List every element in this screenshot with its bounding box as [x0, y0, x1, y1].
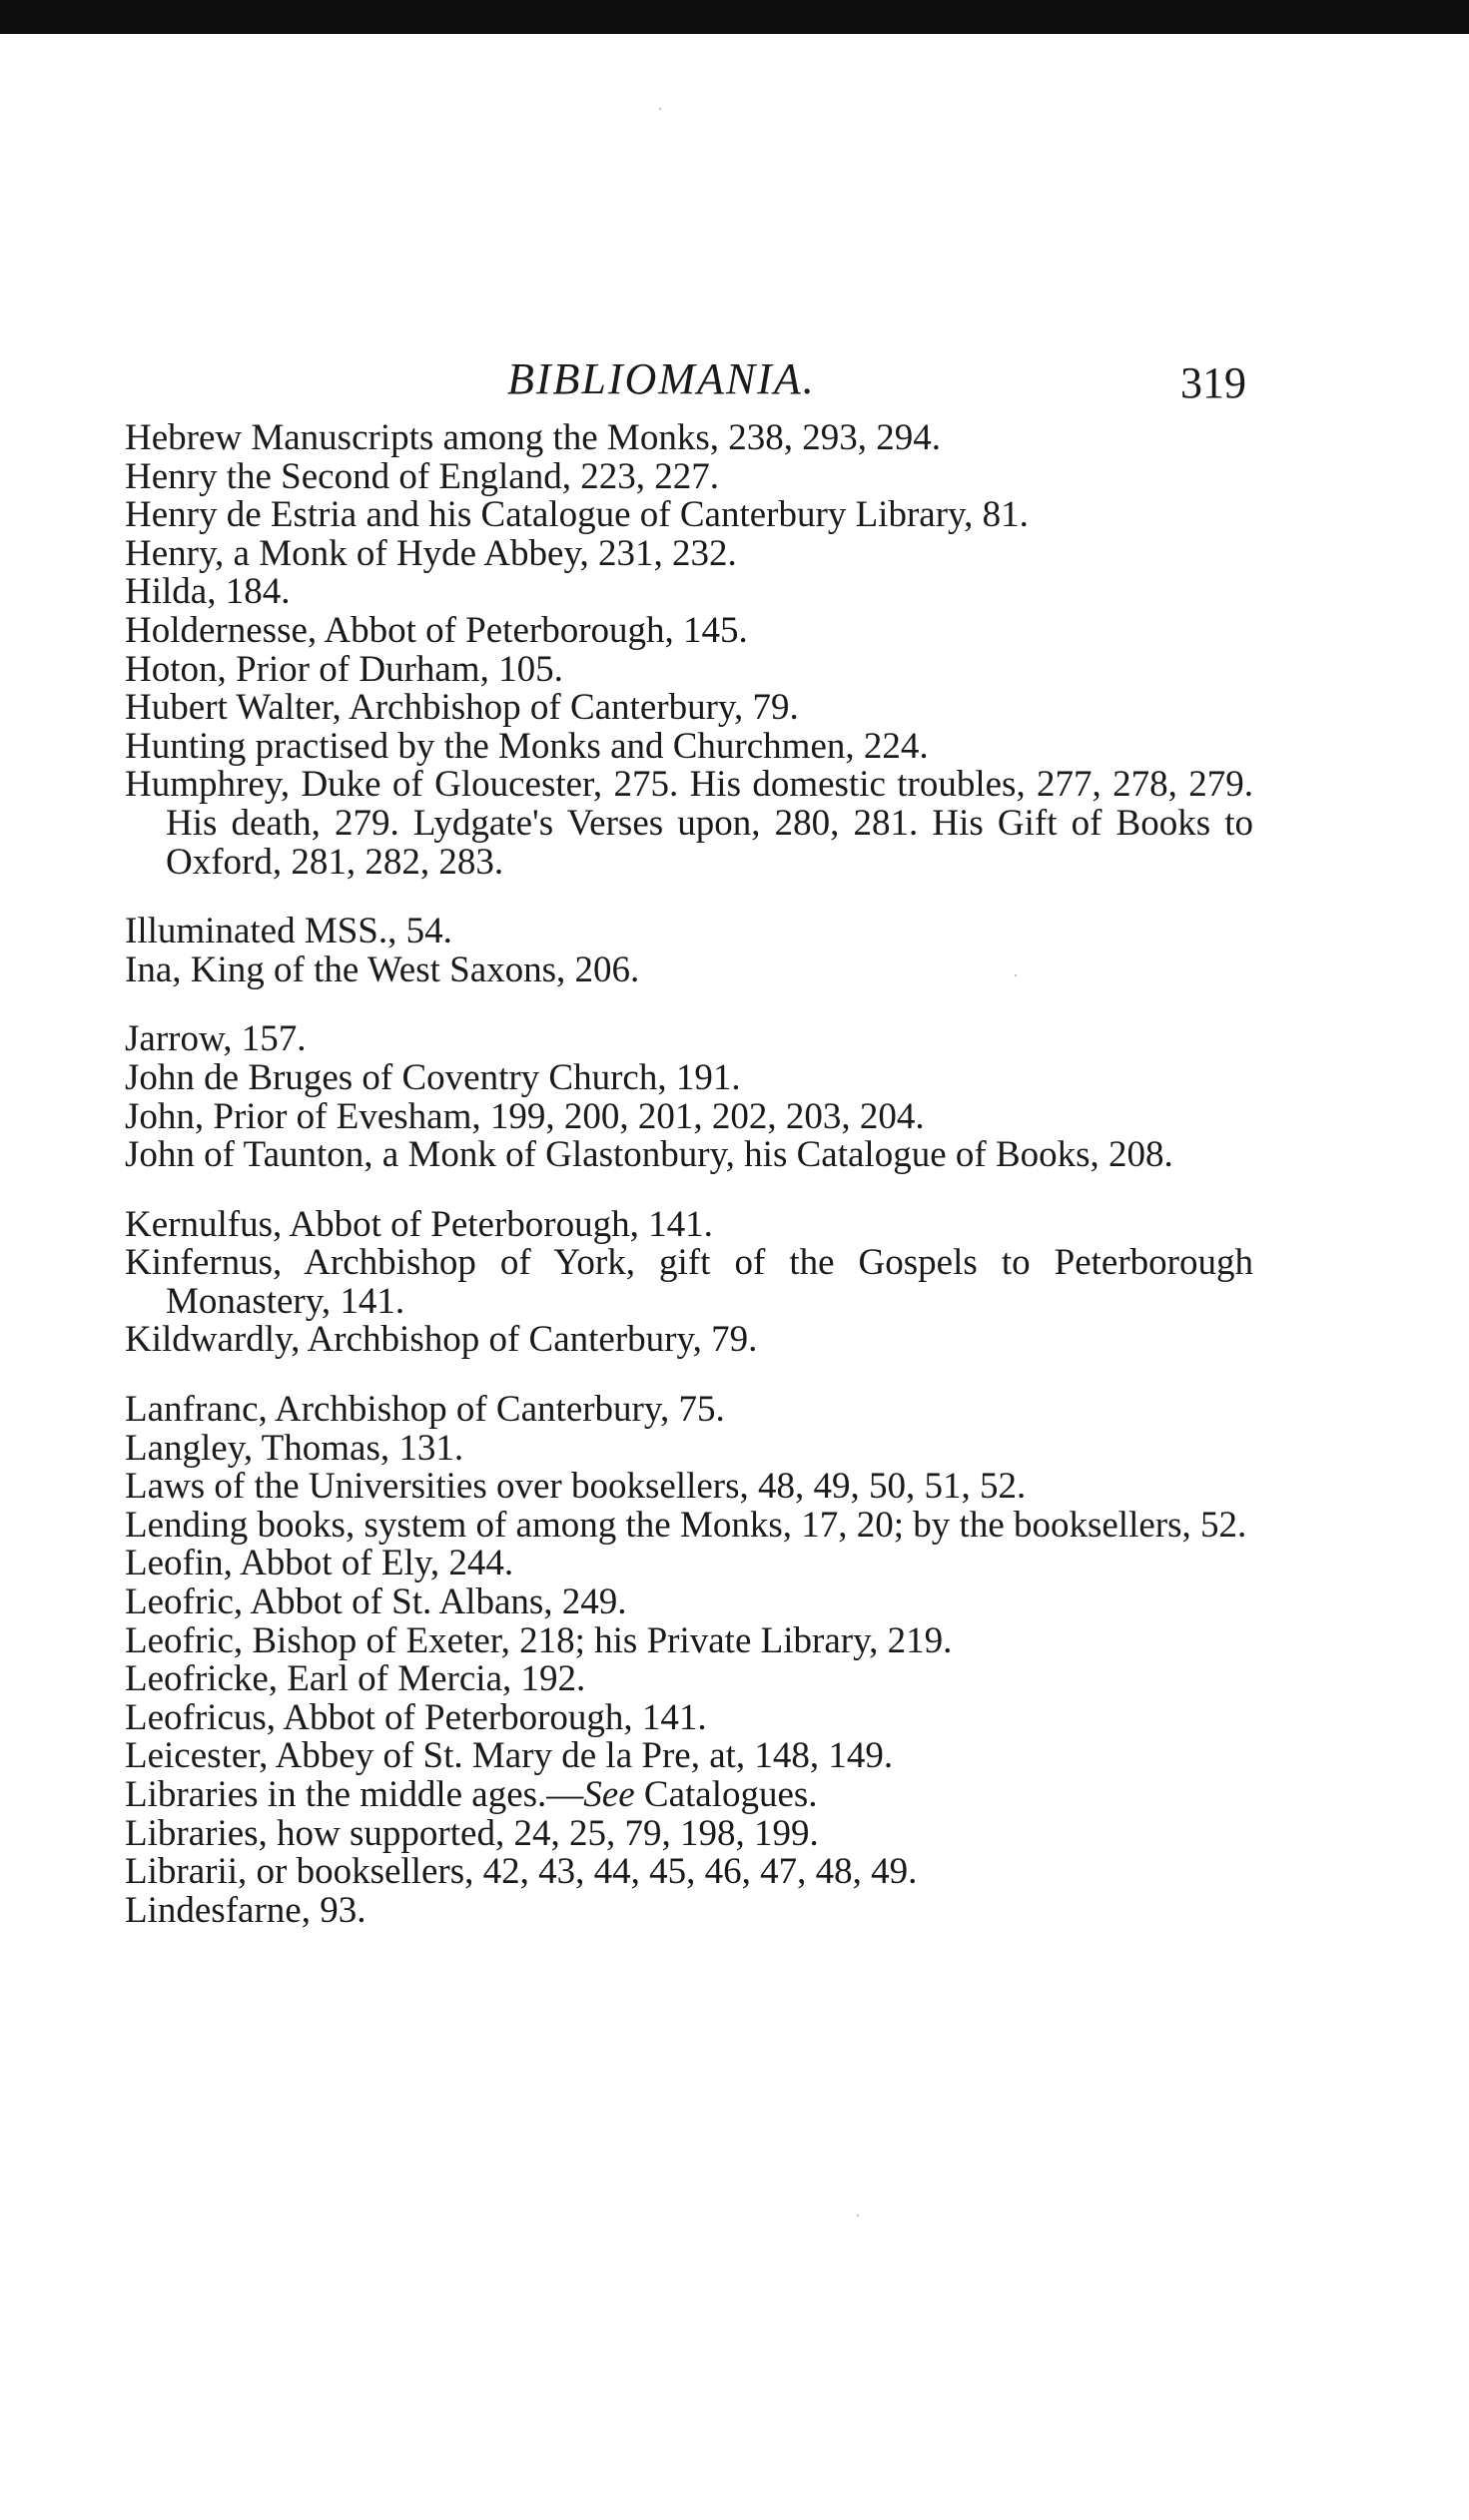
- index-entry: Hebrew Manuscripts among the Monks, 238, 293, 294.: [125, 417, 941, 458]
- index-entry: Lending books, system of among the Monks, 17, 20; by the booksellers, 52.: [125, 1504, 1247, 1546]
- see-word: See: [583, 1774, 635, 1815]
- index-entry: Hoton, Prior of Durham, 105.: [125, 648, 563, 690]
- page-number: 319: [1180, 358, 1246, 407]
- index-entry: Humphrey, Duke of Gloucester, 275. His domestic troubles, 277, 278, 279. His death, 279. Lydgate's Verses upon, 280, 281. His Gift of Books to Oxford, 281, 282, 283.: [125, 764, 1253, 883]
- running-head: [0, 351, 1469, 411]
- index-group-l: [125, 1391, 1253, 1930]
- top-scan-border: [0, 0, 1469, 34]
- cross-reference-target: Catalogues.: [634, 1774, 818, 1815]
- index-entry: Laws of the Universities over booksellers, 48, 49, 50, 51, 52.: [125, 1466, 1027, 1508]
- index-entry-cross-reference: [125, 1776, 1253, 1815]
- index-entry: Lanfranc, Archbishop of Canterbury, 75.: [125, 1389, 725, 1431]
- cross-reference-prefix: Libraries in the middle ages.—: [125, 1774, 584, 1815]
- index-entry: Leofin, Abbot of Ely, 244.: [125, 1543, 514, 1584]
- index-group-k: [125, 1203, 1253, 1361]
- index-entry: Hilda, 184.: [125, 571, 291, 613]
- index-entry: John de Bruges of Coventry Church, 191.: [125, 1056, 741, 1098]
- scan-speck: [659, 108, 661, 110]
- index-entry: John of Taunton, a Monk of Glastonbury, his Catalogue of Books, 208.: [125, 1134, 1173, 1176]
- index-entry: Henry the Second of England, 223, 227.: [125, 455, 719, 497]
- index-entry: Leofric, Abbot of St. Albans, 249.: [125, 1581, 627, 1623]
- index-entry: Leofricke, Earl of Mercia, 192.: [125, 1658, 586, 1700]
- index-entry: Lindesfarne, 93.: [125, 1889, 367, 1931]
- index-entry: Langley, Thomas, 131.: [125, 1427, 464, 1469]
- index-entry: Kinfernus, Archbishop of York, gift of the Gospels to Peterborough Monastery, 141.: [125, 1242, 1253, 1322]
- index-entry: Hubert Walter, Archbishop of Canterbury, 79.: [125, 687, 799, 729]
- index-entry: John, Prior of Evesham, 199, 200, 201, 202, 203, 204.: [125, 1095, 925, 1137]
- index-body: [125, 419, 1253, 1961]
- index-entry: Kernulfus, Abbot of Peterborough, 141.: [125, 1203, 713, 1245]
- index-entry: Leofric, Bishop of Exeter, 218; his Private Library, 219.: [125, 1619, 953, 1661]
- index-entry: Henry, a Monk of Hyde Abbey, 231, 232.: [125, 532, 737, 574]
- index-entry: Hunting practised by the Monks and Churchmen, 224.: [125, 725, 929, 767]
- index-entry: Leofricus, Abbot of Peterborough, 141.: [125, 1696, 707, 1738]
- index-entry: Libraries, how supported, 24, 25, 79, 198, 199.: [125, 1812, 819, 1854]
- index-entry: Henry de Estria and his Catalogue of Canterbury Library, 81.: [125, 494, 1029, 536]
- index-entry: Leicester, Abbey of St. Mary de la Pre, at, 148, 149.: [125, 1735, 894, 1777]
- index-entry: Holdernesse, Abbot of Peterborough, 145.: [125, 609, 748, 651]
- index-entry: Ina, King of the West Saxons, 206.: [125, 948, 640, 990]
- page-title: BIBLIOMANIA.: [507, 354, 816, 403]
- index-group-j: [125, 1020, 1253, 1174]
- index-group-i: [125, 913, 1253, 989]
- index-entry: Librarii, or booksellers, 42, 43, 44, 45, 46, 47, 48, 49.: [125, 1851, 918, 1893]
- scan-speck: [857, 2214, 859, 2216]
- index-entry: Illuminated MSS., 54.: [125, 911, 452, 952]
- index-group-h: [125, 419, 1253, 882]
- index-entry: Kildwardly, Archbishop of Canterbury, 79.: [125, 1319, 758, 1361]
- index-entry: Jarrow, 157.: [125, 1018, 307, 1060]
